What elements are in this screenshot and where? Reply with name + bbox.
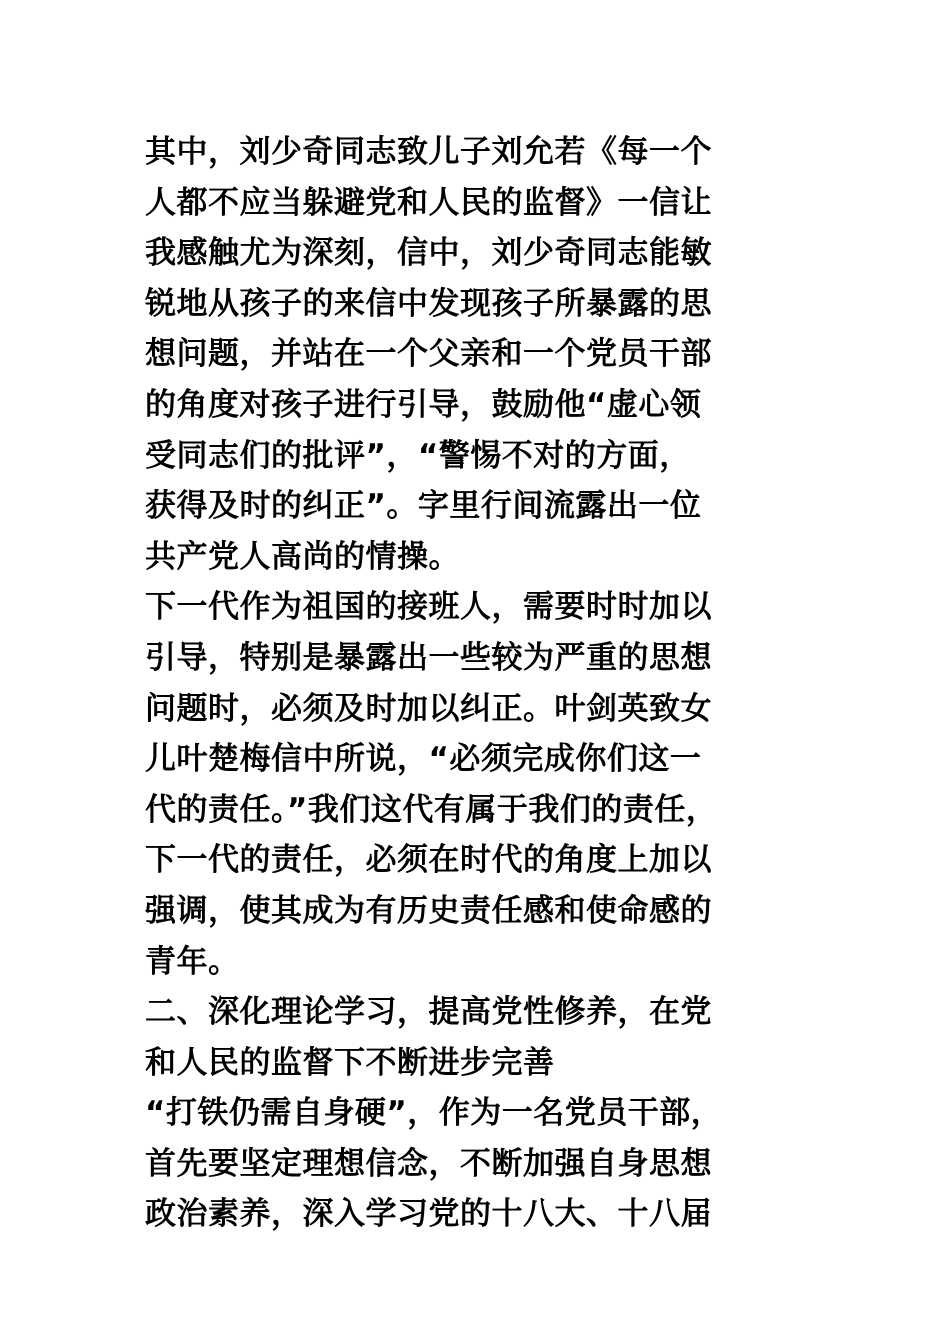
section-heading: 二、深化理论学习，提高党性修养，在党 [145,994,712,1031]
document-body [145,127,795,1240]
text-line: 人都不应当躲避党和人民的监督》一信让 [145,184,712,221]
text-line: 强调，使其成为有历史责任感和使命感的 [145,892,712,929]
text-line: 青年。 [145,943,240,980]
section-heading: 和人民的监督下不断进步完善 [145,1044,555,1081]
text-line: 代的责任。”我们这代有属于我们的责任， [145,791,718,828]
text-line: 首先要坚定理想信念，不断加强自身思想 [145,1145,712,1182]
text-line: 共产党人高尚的情操。 [145,538,460,575]
text-line: 我感触尤为深刻，信中，刘少奇同志能敏 [145,235,712,272]
text-line: 下一代的责任，必须在时代的角度上加以 [145,842,712,879]
text-line: 下一代作为祖国的接班人，需要时时加以 [145,589,712,626]
text-line: 儿叶楚梅信中所说，“必须完成你们这一 [145,741,702,778]
text-line: 引导，特别是暴露出一些较为严重的思想 [145,639,712,676]
text-line: 受同志们的批评”，“警惕不对的方面， [145,437,691,474]
text-line: 政治素养，深入学习党的十八大、十八届 [145,1196,712,1233]
text-line: 其中，刘少奇同志致儿子刘允若《每一个 [145,134,712,170]
text-line: “打铁仍需自身硬”，作为一名党员干部， [145,1095,723,1132]
text-line: 锐地从孩子的来信中发现孩子所暴露的思 [145,285,712,322]
text-line: 问题时，必须及时加以纠正。叶剑英致女 [145,690,712,727]
text-line: 获得及时的纠正”。字里行间流露出一位 [145,488,702,525]
text-line: 想问题，并站在一个父亲和一个党员干部 [145,336,712,373]
text-line: 的角度对孩子进行引导，鼓励他“虚心领 [145,386,702,423]
